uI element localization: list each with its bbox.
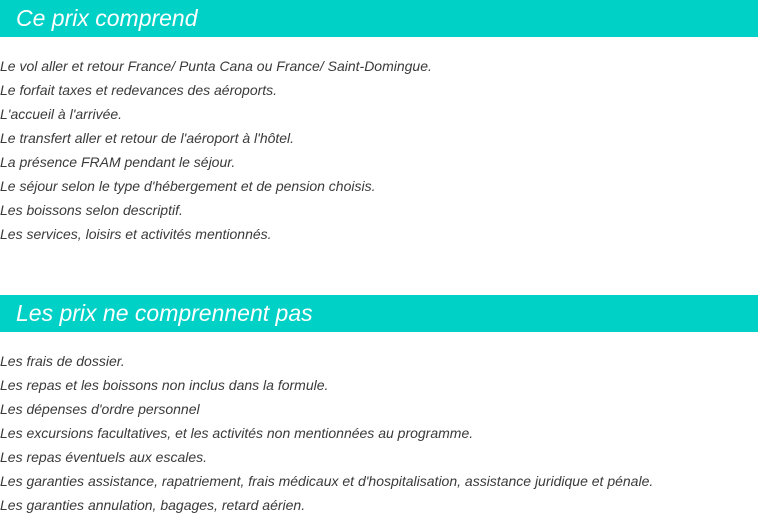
list-item: Le séjour selon le type d'hébergement et de pension choisis.: [0, 178, 376, 194]
list-item: Le vol aller et retour France/ Punta Cana ou France/ Saint-Domingue.: [0, 58, 432, 74]
list-item: Les excursions facultatives, et les activités non mentionnées au programme.: [0, 425, 474, 441]
list-item: Les services, loisirs et activités mentionnés.: [0, 226, 272, 242]
included-section-title: Ce prix comprend: [0, 0, 758, 37]
list-item: Les repas éventuels aux escales.: [0, 449, 208, 465]
list-item: Les garanties assistance, rapatriement, frais médicaux et d'hospitalisation, assistance juridique et pénale.: [0, 473, 654, 489]
list-item: Les garanties annulation, bagages, retard aérien.: [0, 497, 306, 513]
list-item: La présence FRAM pendant le séjour.: [0, 154, 236, 170]
list-item: Le forfait taxes et redevances des aéroports.: [0, 82, 278, 98]
included-items-list: [0, 54, 758, 246]
excluded-items-list: [0, 349, 758, 517]
list-item: Les dépenses d'ordre personnel: [0, 401, 200, 417]
list-item: Les frais de dossier.: [0, 353, 125, 369]
list-item: L'accueil à l'arrivée.: [0, 106, 123, 122]
list-item: Le transfert aller et retour de l'aéroport à l'hôtel.: [0, 130, 295, 146]
list-item: Les repas et les boissons non inclus dans la formule.: [0, 377, 329, 393]
list-item: Les boissons selon descriptif.: [0, 202, 183, 218]
excluded-section-title: Les prix ne comprennent pas: [0, 295, 758, 332]
